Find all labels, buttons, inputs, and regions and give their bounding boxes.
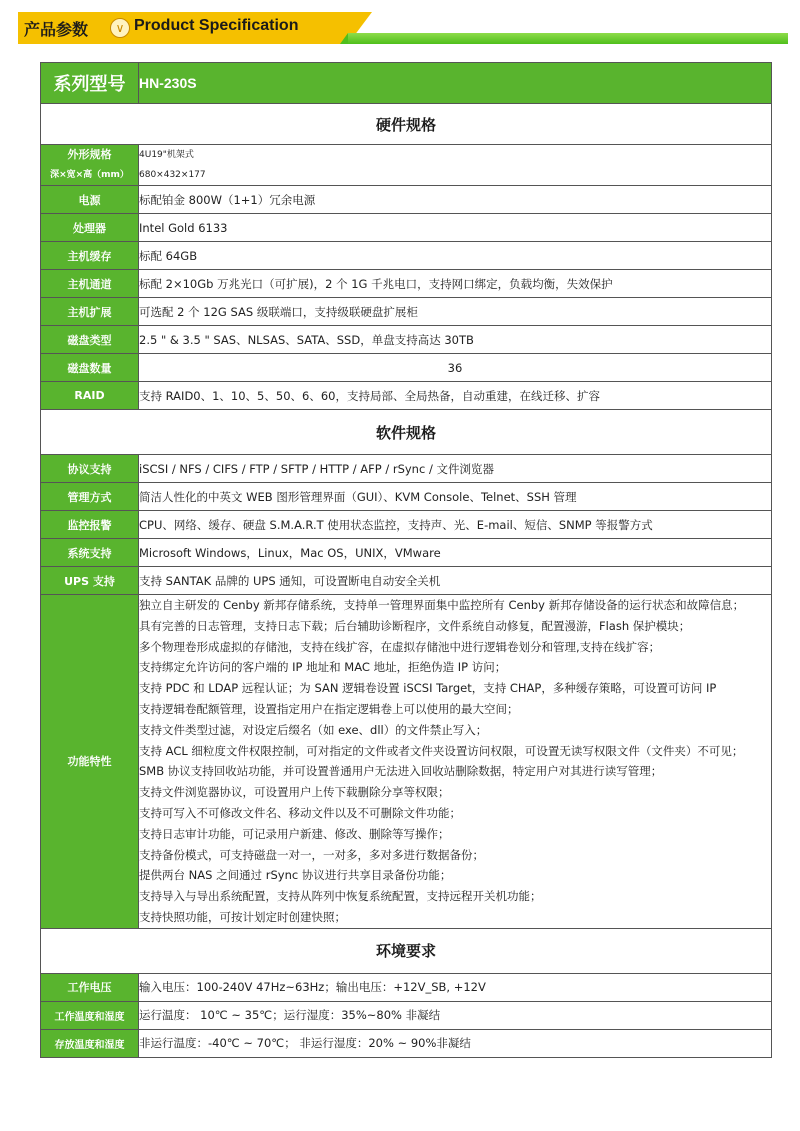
environment-heading: 环境要求	[41, 928, 772, 973]
feature-line: 支持日志审计功能，可记录用户新建、修改、删除等写操作；	[139, 826, 450, 841]
feature-line: 支持文件浏览器协议，可设置用户上传下载删除分享等权限；	[139, 785, 450, 800]
power-row	[41, 186, 772, 214]
power-label: 电源	[41, 186, 139, 214]
feature-line: 提供两台 NAS 之间通过 rSync 协议进行共享目录备份功能；	[139, 868, 452, 883]
features-row	[41, 595, 772, 929]
ups-row	[41, 567, 772, 595]
dimensions-row	[41, 145, 772, 186]
memory-label: 主机缓存	[41, 242, 139, 270]
feature-line: SMB 协议支持回收站功能，并可设置普通用户无法进入回收站删除数据，特定用户对其进行读写管理；	[139, 764, 663, 779]
feature-line: 独立自主研发的 Cenby 新邦存储系统，支持单一管理界面集中监控所有 Cenby 新邦存储设备的运行状态和故障信息；	[139, 598, 745, 612]
raid-row	[41, 382, 772, 410]
channels-value: 标配 2×10Gb 万兆光口（可扩展)，2 个 1G 千兆电口，支持网口绑定，负载均衡，失效保护	[139, 270, 772, 298]
feature-line: 支持可写入不可修改文件名、移动文件以及不可删除文件功能；	[139, 805, 461, 820]
model-row	[41, 63, 772, 104]
feature-line: 支持导入与导出系统配置，支持从阵列中恢复系统配置，支持远程开关机功能；	[139, 889, 542, 904]
expansion-row	[41, 298, 772, 326]
monitoring-value: CPU、网络、缓存、硬盘 S.M.A.R.T 使用状态监控，支持声、光、E-mail、短信、SNMP 等报警方式	[139, 511, 772, 539]
banner-green-line	[348, 33, 788, 44]
expansion-label: 主机扩展	[41, 298, 139, 326]
storage-row	[41, 1029, 772, 1057]
memory-value: 标配 64GB	[139, 242, 772, 270]
dimensions-label-1: 外形规格	[67, 148, 112, 161]
feature-line: 支持备份模式，可支持磁盘一对一，一对多，多对多进行数据备份；	[139, 847, 484, 862]
disk-type-row	[41, 326, 772, 354]
protocols-row	[41, 455, 772, 483]
management-value: 简洁人性化的中英文 WEB 图形管理界面（GUI）、KVM Console、Telnet、SSH 管理	[139, 483, 772, 511]
dimensions-value	[139, 145, 772, 186]
feature-line: 支持 ACL 细粒度文件权限控制，可对指定的文件或者文件夹设置访问权限，可设置无读写权限文件（文件夹）不可见；	[139, 743, 744, 758]
feature-line: 支持 PDC 和 LDAP 远程认证；为 SAN 逻辑卷设置 iSCSI Target，支持 CHAP，多种缓存策略，可设置可访问 IP	[139, 681, 717, 696]
disk-count-value: 36	[139, 354, 772, 382]
cpu-value: Intel Gold 6133	[139, 214, 772, 242]
systems-row	[41, 539, 772, 567]
expansion-value: 可选配 2 个 12G SAS 级联端口，支持级联硬盘扩展柜	[139, 298, 772, 326]
channels-label: 主机通道	[41, 270, 139, 298]
operating-row	[41, 1001, 772, 1029]
dimensions-value-2: 680×432×177	[139, 170, 206, 180]
protocols-label: 协议支持	[41, 455, 139, 483]
features-value	[139, 595, 772, 929]
disk-count-row	[41, 354, 772, 382]
protocols-value: iSCSI / NFS / CIFS / FTP / SFTP / HTTP / AFP / rSync / 文件浏览器	[139, 455, 772, 483]
ups-value: 支持 SANTAK 品牌的 UPS 通知，可设置断电自动安全关机	[139, 567, 772, 595]
raid-value: 支持 RAID0、1、10、5、50、6、60，支持局部、全局热备，自动重建，在线迁移、扩容	[139, 382, 772, 410]
channels-row	[41, 270, 772, 298]
features-label: 功能特性	[41, 595, 139, 929]
power-value: 标配铂金 800W（1+1）冗余电源	[139, 186, 772, 214]
voltage-value: 输入电压：100-240V 47Hz~63Hz；输出电压：+12V_SB, +12V	[139, 973, 772, 1001]
ups-label: UPS 支持	[41, 567, 139, 595]
voltage-row	[41, 973, 772, 1001]
chevron-down-icon: ∨	[110, 18, 130, 38]
hardware-heading: 硬件规格	[41, 104, 772, 145]
dimensions-label	[41, 145, 139, 186]
banner-title-cn: 产品参数	[24, 20, 89, 39]
systems-value: Microsoft Windows，Linux，Mac OS，UNIX，VMware	[139, 539, 772, 567]
software-section-row	[41, 410, 772, 455]
disk-type-value: 2.5 " & 3.5 " SAS、NLSAS、SATA、SSD，单盘支持高达 30TB	[139, 326, 772, 354]
memory-row	[41, 242, 772, 270]
feature-line: 支持逻辑卷配额管理，设置指定用户在指定逻辑卷上可以使用的最大空间；	[139, 701, 519, 716]
voltage-label: 工作电压	[41, 973, 139, 1001]
feature-line: 支持快照功能，可按计划定时创建快照；	[139, 909, 346, 924]
model-value: HN-230S	[139, 63, 772, 104]
raid-label: RAID	[41, 382, 139, 410]
feature-line: 支持文件类型过滤，对设定后缀名（如 exe、dll）的文件禁止写入；	[139, 722, 488, 737]
operating-value: 运行温度： 10℃ ~ 35℃；运行湿度：35%~80% 非凝结	[139, 1001, 772, 1029]
storage-value: 非运行温度：-40℃ ~ 70℃； 非运行湿度：20% ~ 90%非凝结	[139, 1029, 772, 1057]
management-row	[41, 483, 772, 511]
systems-label: 系统支持	[41, 539, 139, 567]
feature-line: 多个物理卷形成虚拟的存储池，支持在线扩容，在虚拟存储池中进行逻辑卷划分和管理,支持在线扩容；	[139, 639, 661, 654]
monitoring-label: 监控报警	[41, 511, 139, 539]
cpu-row	[41, 214, 772, 242]
environment-section-row	[41, 928, 772, 973]
feature-line: 具有完善的日志管理，支持日志下载；后台辅助诊断程序，文件系统自动修复，配置漫游，Flash 保护模块；	[139, 618, 691, 633]
model-label: 系列型号	[41, 63, 139, 104]
banner-title-en: Product Specification	[134, 17, 299, 34]
cpu-label: 处理器	[41, 214, 139, 242]
section-banner	[18, 12, 788, 44]
spec-table	[40, 62, 772, 1058]
disk-count-label: 磁盘数量	[41, 354, 139, 382]
software-heading: 软件规格	[41, 410, 772, 455]
dimensions-label-2: 深×宽×高（mm）	[50, 170, 129, 180]
management-label: 管理方式	[41, 483, 139, 511]
hardware-section-row	[41, 104, 772, 145]
feature-line: 支持绑定允许访问的客户端的 IP 地址和 MAC 地址，拒绝伪造 IP 访问；	[139, 660, 507, 675]
dimensions-value-1: 4U19"机架式	[139, 150, 194, 160]
storage-label: 存放温度和湿度	[41, 1029, 139, 1057]
disk-type-label: 磁盘类型	[41, 326, 139, 354]
operating-label: 工作温度和湿度	[41, 1001, 139, 1029]
monitoring-row	[41, 511, 772, 539]
